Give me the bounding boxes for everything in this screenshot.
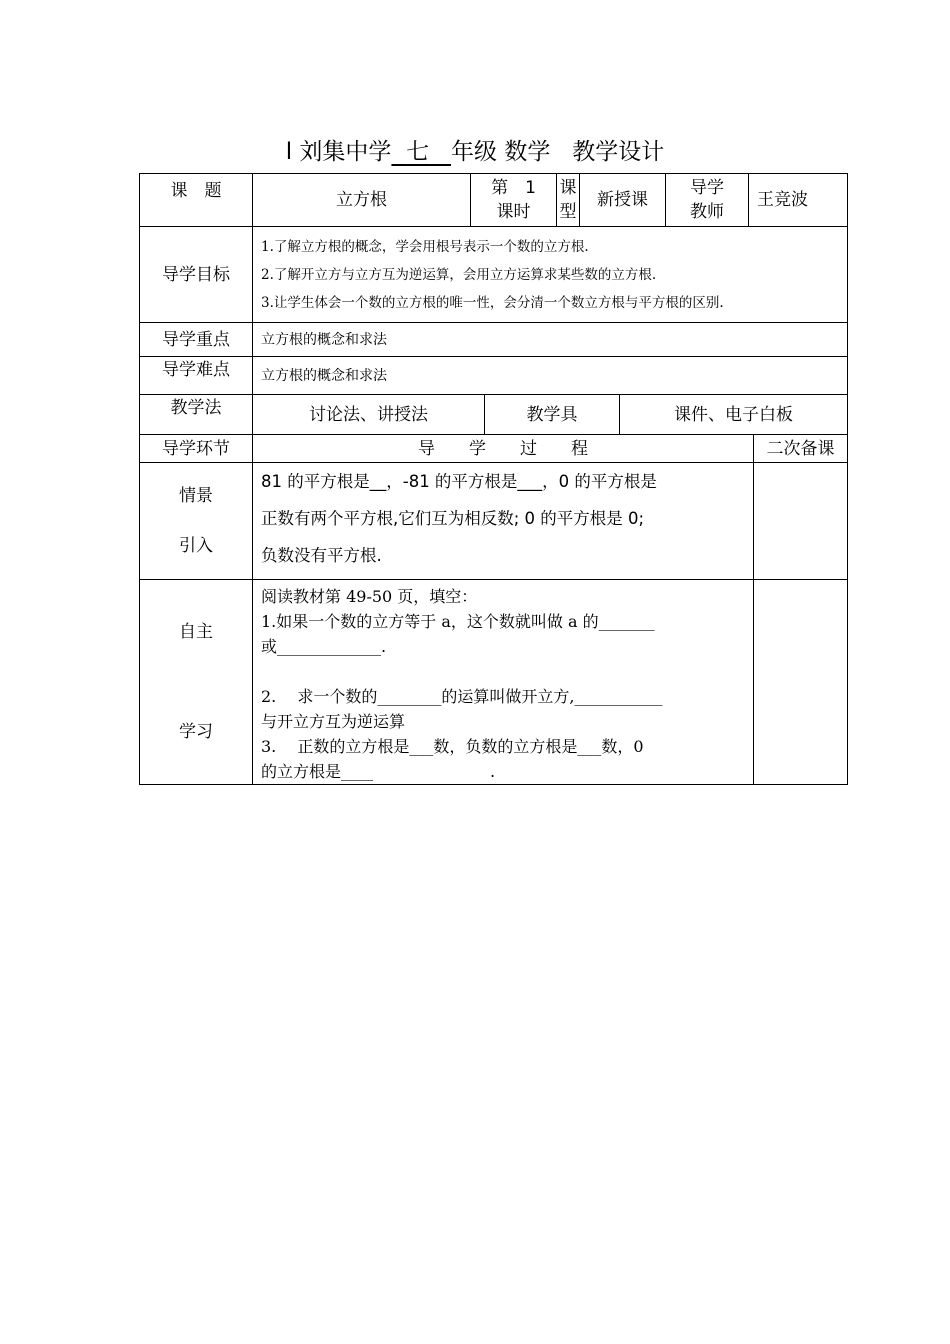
difficulty-row: [140, 357, 848, 395]
teacher-name: 王竞波: [749, 174, 848, 227]
topic-label: 课 题: [140, 174, 253, 227]
intro-line: 81 的平方根是__，-81 的平方根是___，0 的平方根是: [261, 472, 657, 491]
self-study-line: [261, 659, 745, 684]
document-title: [0, 136, 950, 168]
type-label: 课 型: [557, 174, 580, 227]
self-study-line: 2. 求一个数的________的运算叫做开立方,___________: [261, 687, 663, 706]
stage-header: 导学环节: [140, 435, 253, 463]
self-study-line: 与开立方互为逆运算: [261, 712, 406, 731]
key-point-row: [140, 323, 848, 357]
self-study-line: 的立方根是____ .: [261, 762, 496, 781]
teacher-label: 导学 教师: [666, 174, 749, 227]
self-study-line: 1.如果一个数的立方等于 a，这个数就叫做 a 的_______: [261, 612, 655, 631]
intro-row: [140, 463, 848, 580]
key-point-label: 导学重点: [140, 323, 253, 357]
intro-notes-cell: [754, 463, 848, 580]
doc-type: 教学设计: [572, 139, 665, 165]
process-header-row: [140, 435, 848, 463]
lesson-plan-table: [139, 173, 848, 785]
methods-row: [140, 395, 848, 435]
self-study-line: 阅读教材第 49-50 页，填空：: [261, 587, 478, 606]
subject: 数学: [504, 139, 551, 165]
goal-item: 1.了解立方根的概念，学会用根号表示一个数的立方根.: [261, 238, 589, 255]
key-point-value: 立方根的概念和求法: [253, 323, 848, 357]
self-study-notes-cell: [754, 580, 848, 785]
goal-item: 2.了解开立方与立方互为逆运算，会用立方运算求某些数的立方根.: [261, 266, 657, 283]
intro-line: 正数有两个平方根,它们互为相反数; 0 的平方根是 0;: [261, 509, 645, 528]
topic-row: [140, 174, 848, 227]
intro-label: 情景 引入: [140, 463, 253, 580]
school-name: l 刘集中学: [285, 139, 392, 165]
tools-label: 教学具: [485, 395, 620, 435]
intro-content: [253, 463, 754, 580]
difficulty-value: 立方根的概念和求法: [253, 357, 848, 395]
self-study-label: 自主 学习: [140, 580, 253, 785]
process-header: 导 学 过 程: [253, 435, 754, 463]
period-cell: 第 1 课时: [471, 174, 557, 227]
self-study-line: 或_____________.: [261, 637, 387, 656]
methods-value: 讨论法、讲授法: [253, 395, 485, 435]
goals-row: [140, 227, 848, 323]
self-study-content: [253, 580, 754, 785]
grade-value: 七: [406, 139, 430, 165]
type-value: 新授课: [580, 174, 666, 227]
goals-list: [253, 227, 848, 323]
grade-suffix: 年级: [451, 139, 497, 165]
methods-label: 教学法: [140, 395, 253, 435]
difficulty-label: 导学难点: [140, 357, 253, 395]
self-study-line: 3. 正数的立方根是___数，负数的立方根是___数，0: [261, 737, 644, 756]
goals-label: 导学目标: [140, 227, 253, 323]
self-study-row: [140, 580, 848, 785]
goal-item: 3.让学生体会一个数的立方根的唯一性，会分清一个数立方根与平方根的区别.: [261, 294, 724, 311]
tools-value: 课件、电子白板: [620, 395, 848, 435]
topic-value: 立方根: [253, 174, 471, 227]
notes-header: 二次备课: [754, 435, 848, 463]
intro-line: 负数没有平方根.: [261, 546, 382, 565]
